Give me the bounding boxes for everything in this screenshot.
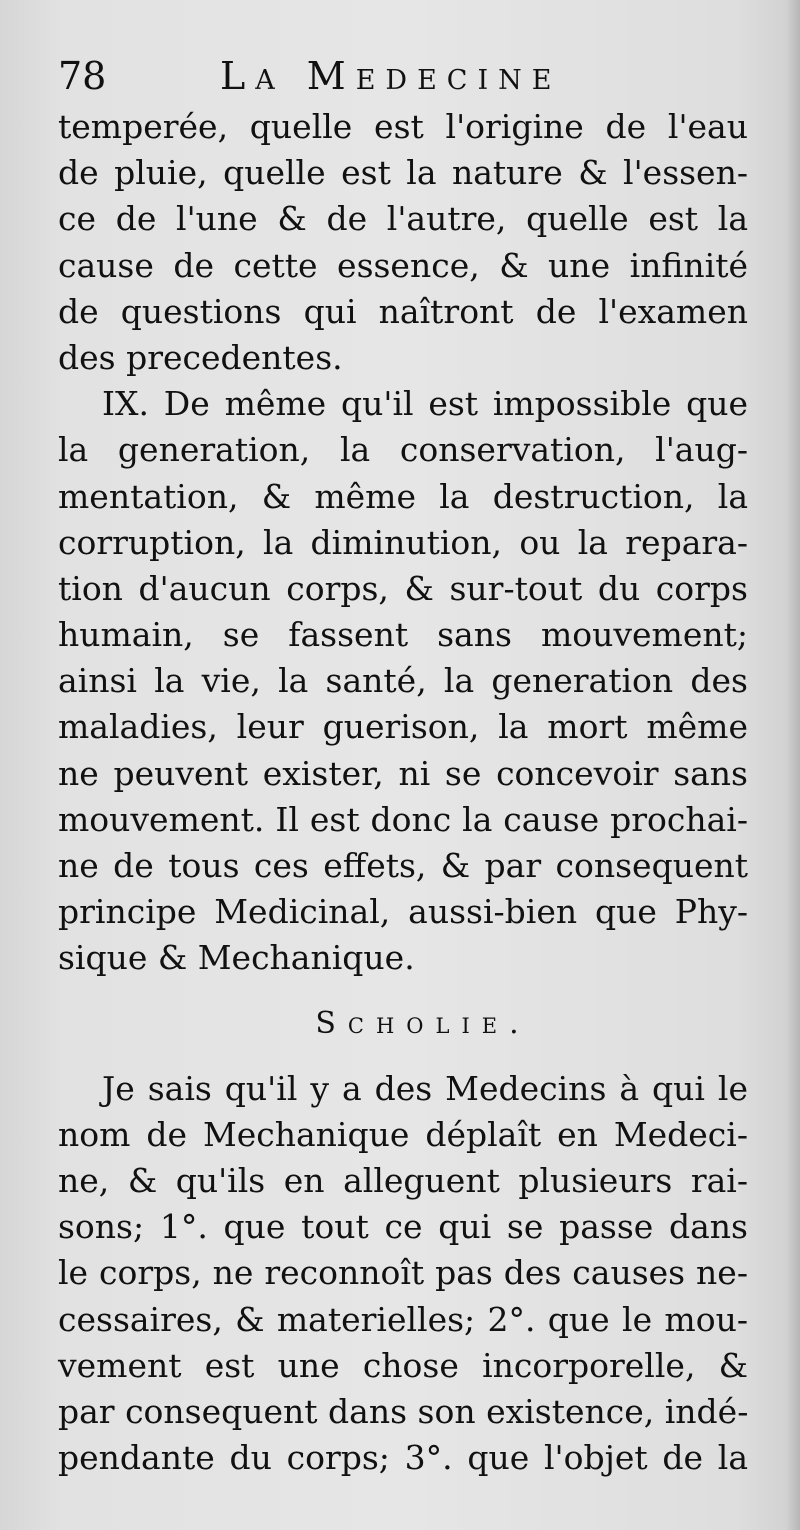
text-line: vement est une chose incorporelle, & [58,1345,748,1385]
text-line: pendante du corps; 3°. que l'objet de la [58,1438,748,1478]
text-line: ne peuvent exister, ni se concevoir sans [58,753,748,793]
text-line: le corps, ne reconnoît pas des causes ne- [58,1253,748,1293]
text-line: temperée, quelle est l'origine de l'eau [58,107,748,146]
page-number: 78 [58,54,107,98]
text-line: maladies, leur guerison, la mort même [58,707,748,747]
text-line: sons; 1°. que tout ce qui se passe dans [58,1207,748,1247]
text-line: mouvement. Il est donc la cause prochai- [58,799,748,839]
text-line: corruption, la diminution, ou la repara- [58,522,748,562]
text-line: nom de Mechanique déplaît en Medeci- [58,1114,748,1154]
text-line: humain, se fassent sans mouvement; [58,615,748,655]
text-line: cause de cette essence, & une infinité [58,245,748,285]
text-line: de questions qui naîtront de l'examen [58,291,748,331]
text-line: IX. De même qu'il est impossible que [102,384,748,424]
page-header [58,52,748,100]
running-title: La Medecine [220,54,562,98]
text-line: mentation, & même la destruction, la [58,476,748,516]
text-line: ainsi la vie, la santé, la generation des [58,661,748,701]
text-line: Je sais qu'il y a des Medecins à qui le [102,1068,748,1108]
text-line: la generation, la conservation, l'aug- [58,430,748,470]
text-line: tion d'aucun corps, & sur-tout du corps [58,568,748,608]
text-line: ne de tous ces effets, & par consequent [58,846,748,885]
text-line: principe Medicinal, aussi-bien que Phy- [58,892,748,932]
body-text [58,104,748,1481]
text-line: de pluie, quelle est la nature & l'essen- [58,153,748,193]
text-line: sique & Mechanique. [58,938,415,978]
text-line: ne, & qu'ils en alleguent plusieurs rai- [58,1160,748,1200]
text-line: par consequent dans son existence, indé- [58,1391,749,1431]
text-line: ce de l'une & de l'autre, quelle est la [58,199,748,239]
text-line: des precedentes. [58,337,343,377]
section-heading: Scholie. [315,1005,531,1041]
text-line: cessaires, & materielles; 2°. que le mou- [58,1299,748,1339]
